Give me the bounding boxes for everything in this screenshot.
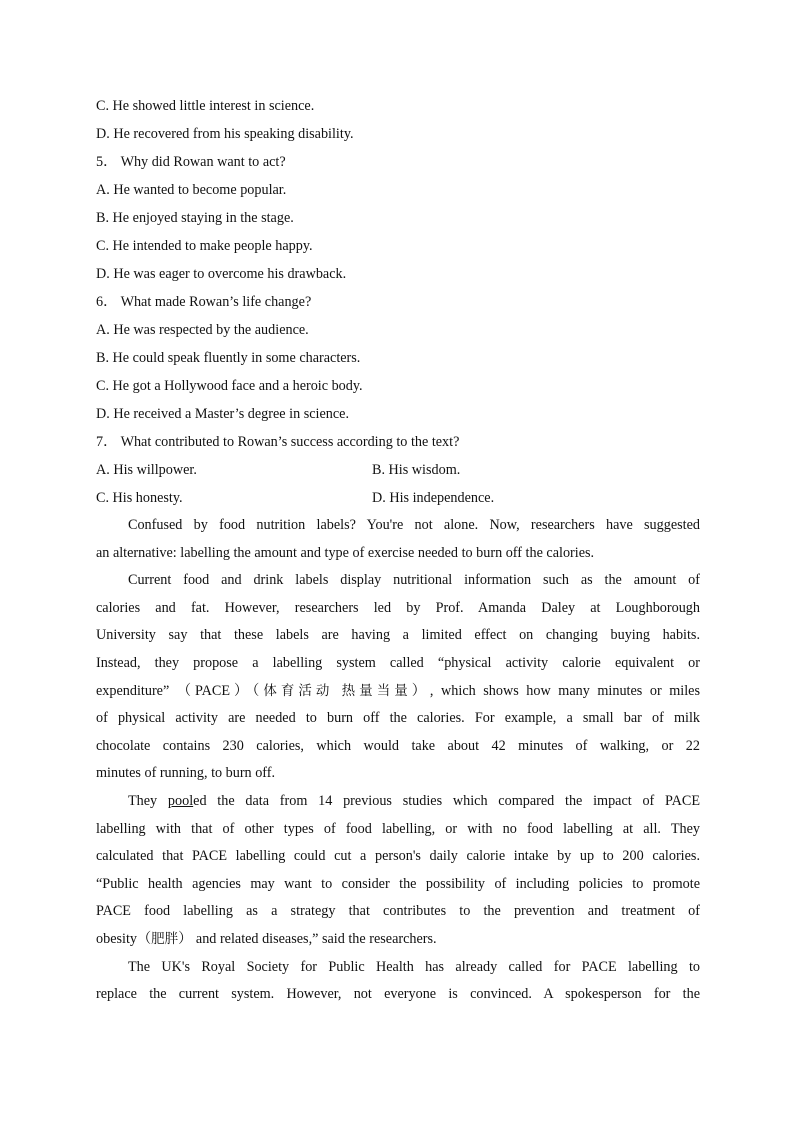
- passage-paragraph-3: [96, 788, 700, 954]
- passage-line: Instead, they propose a labelling system called “physical activity calorie equivalent or: [96, 654, 700, 671]
- q7-option-d: D. His independence.: [372, 490, 495, 506]
- passage-line: minutes of running, to burn off.: [96, 765, 276, 782]
- q5-option-a: A. He wanted to become popular.: [96, 182, 287, 198]
- passage-line: replace the current system. However, not everyone is convinced. A spokesperson for the: [96, 986, 700, 1003]
- q6-option-b: B. He could speak fluently in some characters.: [96, 350, 361, 366]
- q7-options-row-2: [96, 484, 700, 512]
- passage-line: Current food and drink labels display nutritional information such as the amount of: [128, 572, 700, 589]
- passage-text: expenditure” （PACE）（: [96, 682, 264, 699]
- passage-line: “Public health agencies may want to consider the possibility of including policies to promote: [96, 875, 700, 892]
- passage-line: labelling with that of other types of food labelling, or with no food labelling at all. They: [96, 820, 700, 837]
- q5-option-c: C. He intended to make people happy.: [96, 238, 313, 254]
- q6-option-c: C. He got a Hollywood face and a heroic body.: [96, 378, 363, 394]
- passage-line: calories and fat. However, researchers led by Prof. Amanda Daley at Loughborough: [96, 599, 700, 616]
- q5-stem: 5． Why did Rowan want to act?: [96, 154, 286, 170]
- q6-option-a: A. He was respected by the audience.: [96, 322, 309, 338]
- passage-line: [96, 678, 700, 706]
- passage-line: The UK's Royal Society for Public Health has already called for PACE labelling to: [128, 958, 700, 975]
- q7-option-c: C. His honesty.: [96, 490, 183, 506]
- passage-paragraph-1: [96, 512, 700, 567]
- passage-line: of physical activity are needed to burn off the calories. For example, a small bar of milk: [96, 710, 700, 727]
- passage-text: ed the data from 14 previous studies which compared the impact of PACE: [193, 792, 700, 809]
- passage-line: calculated that PACE labelling could cut a person's daily calorie intake by up to 200 calories.: [96, 848, 700, 865]
- passage-text: ）, which shows how many minutes or miles: [411, 682, 700, 699]
- q5-option-d: D. He was eager to overcome his drawback.: [96, 266, 347, 282]
- passage-text: They: [128, 792, 168, 809]
- q4-option-d: D. He recovered from his speaking disability.: [96, 126, 354, 142]
- passage-paragraph-4: [96, 954, 700, 1009]
- passage-line: an alternative: labelling the amount and type of exercise needed to burn off the calories.: [96, 544, 595, 561]
- passage-line: University say that these labels are having a limited effect on changing buying habits.: [96, 627, 700, 644]
- passage-line: PACE food labelling as a strategy that contributes to the prevention and treatment of: [96, 903, 700, 920]
- passage-chinese-gloss: 体育活动 热量当量: [263, 682, 412, 699]
- passage-paragraph-2: [96, 567, 700, 788]
- passage-line: [96, 926, 700, 954]
- page-content: [96, 92, 700, 1009]
- q7-option-a: A. His willpower.: [96, 462, 197, 478]
- q7-options-row-1: [96, 456, 700, 484]
- q6-stem: 6． What made Rowan’s life change?: [96, 294, 312, 310]
- q6-option-d: D. He received a Master’s degree in science.: [96, 406, 350, 422]
- underlined-word: pool: [167, 792, 194, 809]
- passage-line: chocolate contains 230 calories, which would take about 42 minutes of walking, or 22: [96, 737, 700, 754]
- passage-chinese-gloss: 肥胖: [151, 930, 179, 947]
- q4-option-c: C. He showed little interest in science.: [96, 98, 315, 114]
- passage-line: Confused by food nutrition labels? You're not alone. Now, researchers have suggested: [128, 517, 700, 533]
- q7-stem: 7． What contributed to Rowan’s success according to the text?: [96, 434, 460, 450]
- passage-text: ） and related diseases,” said the researchers.: [178, 930, 437, 947]
- q5-option-b: B. He enjoyed staying in the stage.: [96, 210, 294, 226]
- passage-line: [96, 788, 700, 816]
- passage-text: obesity（: [96, 930, 152, 947]
- q7-option-b: B. His wisdom.: [372, 462, 461, 478]
